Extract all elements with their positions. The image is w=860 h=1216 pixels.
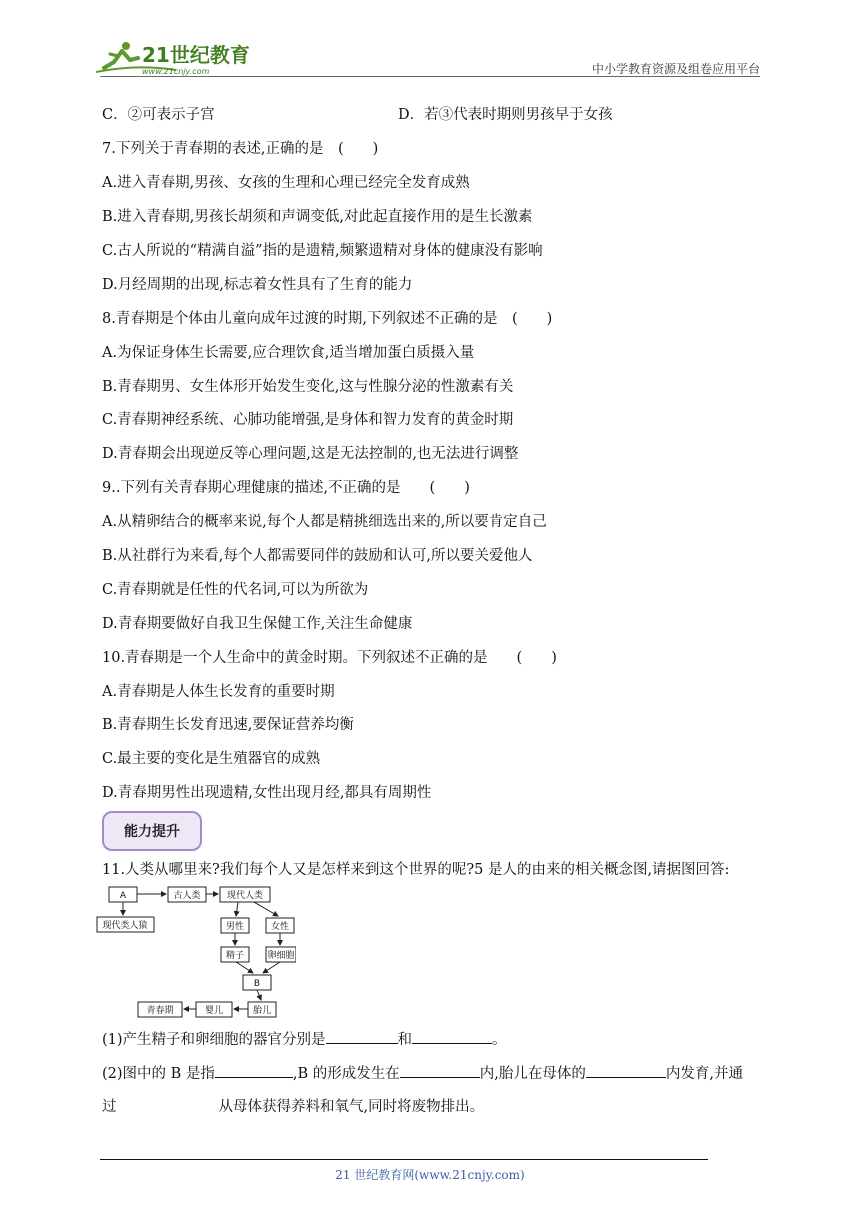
logo-text: 21世纪教育 <box>142 43 250 67</box>
node-egg-label: 卵细胞 <box>267 951 295 961</box>
q7-option-b: B.进入青春期,男孩长胡须和声调变低,对此起直接作用的是生长激素 <box>102 209 533 225</box>
q7-option-a: A.进入青春期,男孩、女孩的生理和心理已经完全发育成熟 <box>102 175 470 191</box>
q8-option-a: A.为保证身体生长需要,应合理饮食,适当增加蛋白质摄入量 <box>102 345 475 361</box>
node-sperm-label: 精子 <box>225 951 245 961</box>
node-modern-ape-label: 现代类人猿 <box>102 921 148 931</box>
node-male-label: 男性 <box>225 922 245 932</box>
site-logo <box>96 38 266 78</box>
footer-site-link[interactable]: 21 世纪教育网(www.21cnjy.com) <box>335 1168 525 1182</box>
concept-map-diagram <box>96 884 296 1018</box>
q11-part2-text-c: 内,胎儿在母体的 <box>479 1066 586 1082</box>
q7-stem: 7.下列关于青春期的表述,正确的是 ( ) <box>102 141 379 157</box>
node-fetus-label: 胎儿 <box>252 1006 272 1016</box>
q11-part2-continued <box>102 1097 484 1117</box>
q10-option-b: B.青春期生长发育迅速,要保证营养均衡 <box>102 717 354 733</box>
answer-blank-2[interactable] <box>412 1029 492 1044</box>
q11-part2-text-a: (2)图中的 B 是指 <box>102 1066 215 1082</box>
q10-option-a: A.青春期是人体生长发育的重要时期 <box>102 684 335 700</box>
q11-part2-text-d: 内发育,并通 <box>665 1066 744 1082</box>
footer-divider <box>100 1159 708 1160</box>
section-badge: 能力提升 <box>102 811 202 851</box>
node-a-label: A <box>119 891 127 901</box>
logo-url: www.21cnjy.com <box>142 67 210 76</box>
header-divider <box>100 76 760 77</box>
q11-part1-text-a: (1)产生精子和卵细胞的器官分别是 <box>102 1032 326 1048</box>
node-female-label: 女性 <box>270 922 290 932</box>
q11-part1-text-b: 和 <box>397 1032 413 1048</box>
header-platform-name: 中小学教育资源及组卷应用平台 <box>591 62 760 76</box>
q6-option-d: D．若③代表时期则男孩早于女孩 <box>398 107 613 123</box>
node-puberty-label: 青春期 <box>146 1006 174 1016</box>
node-ancient-label: 古人类 <box>173 891 201 901</box>
q9-option-b: B.从社群行为来看,每个人都需要同伴的鼓励和认可,所以要关爱他人 <box>102 548 533 564</box>
q11-part2-text-f: 从母体获得养料和氧气,同时将废物排出。 <box>218 1099 485 1115</box>
q7-option-d: D.月经周期的出现,标志着女性具有了生育的能力 <box>102 277 413 293</box>
q6-option-c: C．②可表示子宫 <box>102 107 215 123</box>
node-b-label: B <box>253 979 261 989</box>
answer-blank-5[interactable] <box>586 1063 666 1078</box>
q11-part1 <box>102 1029 507 1050</box>
q10-stem: 10.青春期是一个人生命中的黄金时期。下列叙述不正确的是 ( ) <box>102 650 557 666</box>
node-modern-human-label: 现代人类 <box>226 891 264 901</box>
q11-part2-text-b: ,B 的形成发生在 <box>292 1066 400 1082</box>
q9-option-d: D.青春期要做好自我卫生保健工作,关注生命健康 <box>102 616 413 632</box>
answer-blank-4[interactable] <box>400 1063 480 1078</box>
q11-part2-text-e: 过 <box>102 1099 117 1115</box>
q10-option-d: D.青春期男性出现遗精,女性出现月经,都具有周期性 <box>102 785 432 801</box>
q11-part1-text-c: 。 <box>492 1032 507 1048</box>
node-baby-label: 婴儿 <box>204 1006 224 1016</box>
q11-part2 <box>102 1063 743 1084</box>
q11-stem: 11.人类从哪里来?我们每个人又是怎样来到这个世界的呢?5 是人的由来的相关概念图,请据图回答: <box>102 862 730 878</box>
q9-option-c: C.青春期就是任性的代名词,可以为所欲为 <box>102 582 369 598</box>
q8-option-b: B.青春期男、女生体形开始发生变化,这与性腺分泌的性激素有关 <box>102 379 514 395</box>
q10-option-c: C.最主要的变化是生殖器官的成熟 <box>102 751 321 767</box>
q8-option-c: C.青春期神经系统、心肺功能增强,是身体和智力发育的黄金时期 <box>102 412 514 428</box>
q9-stem: 9..下列有关青春期心理健康的描述,不正确的是 ( ) <box>102 480 470 496</box>
q9-option-a: A.从精卵结合的概率来说,每个人都是精挑细选出来的,所以要肯定自己 <box>102 514 547 530</box>
q8-stem: 8.青春期是个体由儿童向成年过渡的时期,下列叙述不正确的是 ( ) <box>102 311 553 327</box>
answer-blank-1[interactable] <box>326 1029 398 1044</box>
q7-option-c: C.古人所说的“精满自溢”指的是遗精,频繁遗精对身体的健康没有影响 <box>102 243 543 259</box>
q8-option-d: D.青春期会出现逆反等心理问题,这是无法控制的,也无法进行调整 <box>102 446 519 462</box>
answer-blank-3[interactable] <box>215 1063 293 1078</box>
